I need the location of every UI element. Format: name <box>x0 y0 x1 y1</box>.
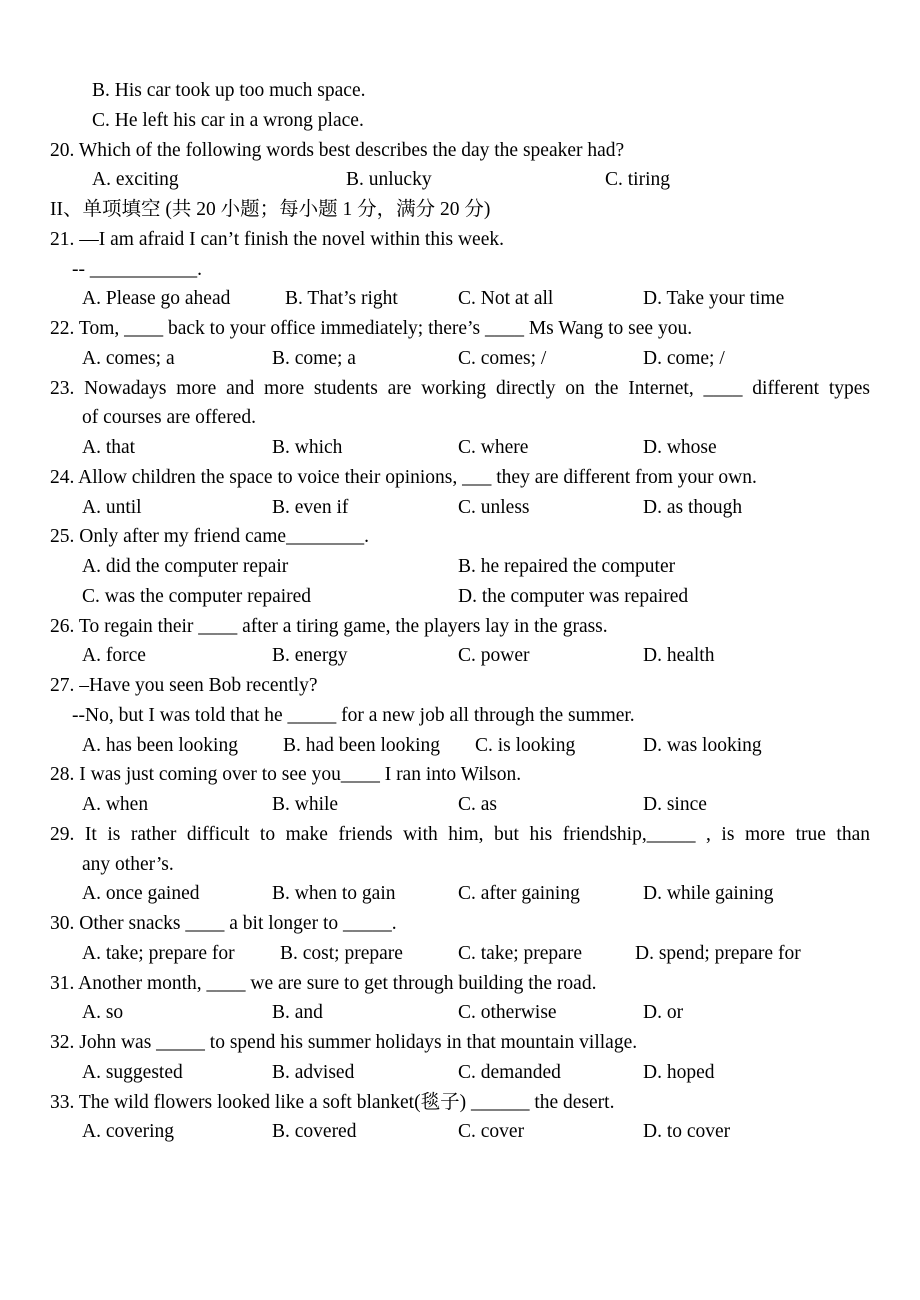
answer-option: A. exciting <box>92 169 179 191</box>
answer-option: C. demanded <box>458 1061 561 1083</box>
answer-option: B. when to gain <box>272 883 396 905</box>
answer-option: D. was looking <box>643 734 762 756</box>
question-stem: 24. Allow children the space to voice their opinions, ___ they are different from your own. <box>50 466 757 488</box>
answer-option: C. where <box>458 437 529 458</box>
options-line <box>0 552 920 582</box>
answer-option: D. whose <box>643 437 717 458</box>
answer-option: C. comes; / <box>458 347 547 369</box>
answer-option: D. since <box>643 794 707 815</box>
question-stem: 33. The wild flowers looked like a soft blanket(毯子) ______ the desert. <box>50 1091 615 1113</box>
question-stem: --No, but I was told that he _____ for a new job all through the summer. <box>72 704 635 726</box>
answer-option: B. covered <box>272 1121 357 1143</box>
answer-option: B. His car took up too much space. <box>92 80 366 101</box>
answer-option: A. covering <box>82 1121 175 1143</box>
question-stem: 32. John was _____ to spend his summer holidays in that mountain village. <box>50 1032 638 1053</box>
options-line <box>0 1058 920 1088</box>
question-stem: 23. Nowadays more and more students are working directly on the Internet, ____ different types <box>50 377 870 399</box>
answer-option: D. the computer was repaired <box>458 585 689 607</box>
question-stem-line <box>0 403 920 433</box>
question-stem-line <box>0 522 920 552</box>
question-stem: any other’s. <box>82 853 174 875</box>
answer-option: C. cover <box>458 1121 525 1143</box>
options-line <box>0 344 920 374</box>
question-stem: of courses are offered. <box>82 407 256 429</box>
answer-option: B. had been looking <box>283 734 441 756</box>
answer-option: D. or <box>643 1002 684 1024</box>
question-stem: 21. —I am afraid I can’t finish the novel within this week. <box>50 228 504 250</box>
question-stem-line <box>0 1028 920 1058</box>
options-line <box>0 939 920 969</box>
answer-option: A. suggested <box>82 1061 183 1083</box>
answer-option: D. while gaining <box>643 883 774 905</box>
question-stem: 20. Which of the following words best describes the day the speaker had? <box>50 139 625 161</box>
answer-option: D. health <box>643 645 715 667</box>
answer-option: A. force <box>82 645 146 667</box>
question-stem-line <box>0 820 920 850</box>
answer-option: B. unlucky <box>346 169 432 191</box>
question-stem: 22. Tom, ____ back to your office immediately; there’s ____ Ms Wang to see you. <box>50 318 693 339</box>
question-stem-line <box>0 671 920 701</box>
answer-option: C. power <box>458 645 530 667</box>
question-stem: -- ___________. <box>72 258 202 280</box>
option-line <box>0 76 920 106</box>
answer-option: A. did the computer repair <box>82 556 289 577</box>
question-stem: 26. To regain their ____ after a tiring game, the players lay in the grass. <box>50 615 608 637</box>
answer-option: C. He left his car in a wrong place. <box>92 109 364 131</box>
answer-option: C. after gaining <box>458 883 580 905</box>
answer-option: B. cost; prepare <box>280 942 403 964</box>
answer-option: C. take; prepare <box>458 942 582 964</box>
options-line <box>0 433 920 463</box>
answer-option: C. is looking <box>475 734 576 756</box>
answer-option: B. energy <box>272 645 348 667</box>
options-line <box>0 165 920 195</box>
question-stem-line <box>0 760 920 790</box>
section-heading: II、单项填空 (共 20 小题；每小题 1 分，满分 20 分) <box>50 199 491 220</box>
answer-option: A. when <box>82 794 149 815</box>
options-line <box>0 1117 920 1147</box>
options-line <box>0 998 920 1028</box>
answer-option: C. tiring <box>605 169 671 191</box>
answer-option: B. he repaired the computer <box>458 556 676 577</box>
answer-option: B. which <box>272 437 343 458</box>
question-stem-line <box>0 969 920 999</box>
question-stem-line <box>0 612 920 642</box>
options-line <box>0 879 920 909</box>
question-stem-line <box>0 463 920 493</box>
question-stem-line <box>0 136 920 166</box>
options-line <box>0 284 920 314</box>
answer-option: D. as though <box>643 496 743 518</box>
answer-option: C. as <box>458 794 497 815</box>
answer-option: D. Take your time <box>643 288 785 310</box>
question-stem-line <box>0 1088 920 1118</box>
answer-option: C. Not at all <box>458 288 554 310</box>
answer-option: A. that <box>82 437 136 458</box>
question-stem-line <box>0 701 920 731</box>
answer-option: B. and <box>272 1002 323 1024</box>
answer-option: A. comes; a <box>82 347 175 369</box>
question-stem-line <box>0 314 920 344</box>
answer-option: B. advised <box>272 1061 355 1083</box>
answer-option: D. hoped <box>643 1061 715 1083</box>
question-stem: 25. Only after my friend came________. <box>50 526 369 548</box>
answer-option: A. once gained <box>82 883 200 905</box>
answer-option: C. unless <box>458 496 530 518</box>
answer-option: B. while <box>272 794 339 815</box>
question-stem: 31. Another month, ____ we are sure to get through building the road. <box>50 972 597 994</box>
answer-option: A. Please go ahead <box>82 288 231 310</box>
answer-option: D. spend; prepare for <box>635 942 801 964</box>
answer-option: B. That’s right <box>285 288 398 310</box>
option-line <box>0 106 920 136</box>
options-line <box>0 493 920 523</box>
question-stem-line <box>0 255 920 285</box>
question-stem: 29. It is rather difficult to make friends with him, but his friendship,_____ , is more true than <box>50 823 870 845</box>
question-stem-line <box>0 374 920 404</box>
options-line <box>0 641 920 671</box>
answer-option: B. even if <box>272 496 349 518</box>
question-stem-line <box>0 909 920 939</box>
question-stem-line <box>0 850 920 880</box>
answer-option: B. come; a <box>272 347 356 369</box>
exam-page <box>0 76 920 1147</box>
answer-option: A. until <box>82 496 142 518</box>
options-line <box>0 731 920 761</box>
answer-option: C. was the computer repaired <box>82 585 312 607</box>
options-line <box>0 582 920 612</box>
question-stem: 28. I was just coming over to see you____ I ran into Wilson. <box>50 764 522 786</box>
answer-option: A. take; prepare for <box>82 942 235 964</box>
question-stem: 30. Other snacks ____ a bit longer to _____. <box>50 913 397 934</box>
answer-option: A. so <box>82 1002 124 1024</box>
answer-option: A. has been looking <box>82 734 238 756</box>
answer-option: C. otherwise <box>458 1002 557 1024</box>
answer-option: D. to cover <box>643 1121 731 1143</box>
question-stem: 27. –Have you seen Bob recently? <box>50 675 318 696</box>
question-stem-line <box>0 225 920 255</box>
options-line <box>0 790 920 820</box>
section-heading-line <box>0 195 920 225</box>
answer-option: D. come; / <box>643 347 725 369</box>
